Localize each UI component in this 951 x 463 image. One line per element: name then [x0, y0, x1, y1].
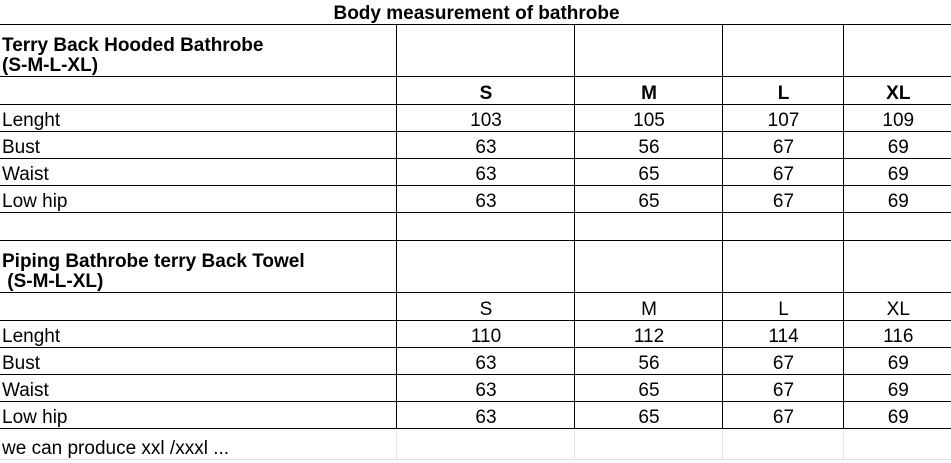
measurement-value: 114 — [722, 321, 843, 348]
measurement-value: 69 — [843, 348, 951, 375]
measurement-value: 67 — [722, 159, 843, 186]
measurement-value: 69 — [843, 186, 951, 213]
measurement-value: 65 — [574, 159, 722, 186]
measurement-label: Waist — [0, 375, 396, 402]
measurement-value: 63 — [396, 132, 574, 159]
table-row — [0, 105, 951, 132]
production-note: we can produce xxl /xxxl ... — [0, 429, 396, 460]
empty-cell — [722, 241, 843, 293]
product-header-row — [0, 241, 951, 293]
measurement-value: 65 — [574, 186, 722, 213]
empty-cell — [843, 241, 951, 293]
measurement-label: Bust — [0, 132, 396, 159]
size-header-l: L — [722, 293, 843, 321]
size-header-xl: XL — [843, 293, 951, 321]
empty-cell — [574, 25, 722, 77]
empty-cell — [396, 213, 574, 241]
size-header-l: L — [722, 77, 843, 105]
sheet-title: Body measurement of bathrobe — [0, 0, 951, 25]
empty-cell — [722, 213, 843, 241]
empty-cell — [843, 25, 951, 77]
measurement-value: 109 — [843, 105, 951, 132]
measurement-value: 63 — [396, 375, 574, 402]
table-row — [0, 186, 951, 213]
empty-cell — [0, 213, 396, 241]
measurement-value: 67 — [722, 186, 843, 213]
measurement-value: 63 — [396, 186, 574, 213]
measurement-value: 67 — [722, 348, 843, 375]
product-size-range: (S-M-L-XL) — [2, 55, 99, 76]
size-header-row — [0, 293, 951, 321]
measurement-value: 63 — [396, 348, 574, 375]
measurement-value: 105 — [574, 105, 722, 132]
empty-cell — [574, 429, 722, 460]
size-header-xl: XL — [843, 77, 951, 105]
measurement-value: 67 — [722, 132, 843, 159]
empty-cell — [843, 213, 951, 241]
product-name: Terry Back Hooded Bathrobe — [2, 35, 264, 56]
product-name-cell — [0, 25, 396, 77]
table-row — [0, 132, 951, 159]
measurement-value: 103 — [396, 105, 574, 132]
measurement-value: 63 — [396, 159, 574, 186]
measurement-value: 63 — [396, 402, 574, 429]
measurement-value: 69 — [843, 402, 951, 429]
measurement-value: 65 — [574, 402, 722, 429]
measurement-label: Low hip — [0, 402, 396, 429]
empty-cell — [0, 77, 396, 105]
empty-cell — [396, 25, 574, 77]
measurement-value: 67 — [722, 402, 843, 429]
product-header-row — [0, 25, 951, 77]
measurement-label: Low hip — [0, 186, 396, 213]
measurement-value: 65 — [574, 375, 722, 402]
table-row — [0, 321, 951, 348]
table-row — [0, 348, 951, 375]
empty-cell — [396, 429, 574, 460]
measurement-label: Bust — [0, 348, 396, 375]
measurement-value: 56 — [574, 348, 722, 375]
measurement-value: 67 — [722, 375, 843, 402]
empty-cell — [574, 213, 722, 241]
measurement-value: 69 — [843, 375, 951, 402]
note-row — [0, 429, 951, 460]
size-header-m: M — [574, 293, 722, 321]
size-header-m: M — [574, 77, 722, 105]
measurement-value: 107 — [722, 105, 843, 132]
size-header-s: S — [396, 293, 574, 321]
measurement-label: Lenght — [0, 321, 396, 348]
empty-cell — [574, 241, 722, 293]
measurement-value: 56 — [574, 132, 722, 159]
measurement-label: Waist — [0, 159, 396, 186]
empty-cell — [722, 25, 843, 77]
measurement-value: 110 — [396, 321, 574, 348]
empty-cell — [843, 429, 951, 460]
size-header-s: S — [396, 77, 574, 105]
product-name: Piping Bathrobe terry Back Towel — [2, 251, 305, 272]
measurement-value: 69 — [843, 132, 951, 159]
measurement-value: 116 — [843, 321, 951, 348]
measurement-label: Lenght — [0, 105, 396, 132]
empty-cell — [396, 241, 574, 293]
measurement-value: 69 — [843, 159, 951, 186]
measurement-value: 112 — [574, 321, 722, 348]
empty-cell — [0, 293, 396, 321]
product-size-range: (S-M-L-XL) — [2, 271, 104, 292]
table-row — [0, 159, 951, 186]
table-row — [0, 375, 951, 402]
product-name-cell — [0, 241, 396, 293]
empty-cell — [722, 429, 843, 460]
table-row — [0, 402, 951, 429]
blank-row — [0, 213, 951, 241]
size-header-row — [0, 77, 951, 105]
